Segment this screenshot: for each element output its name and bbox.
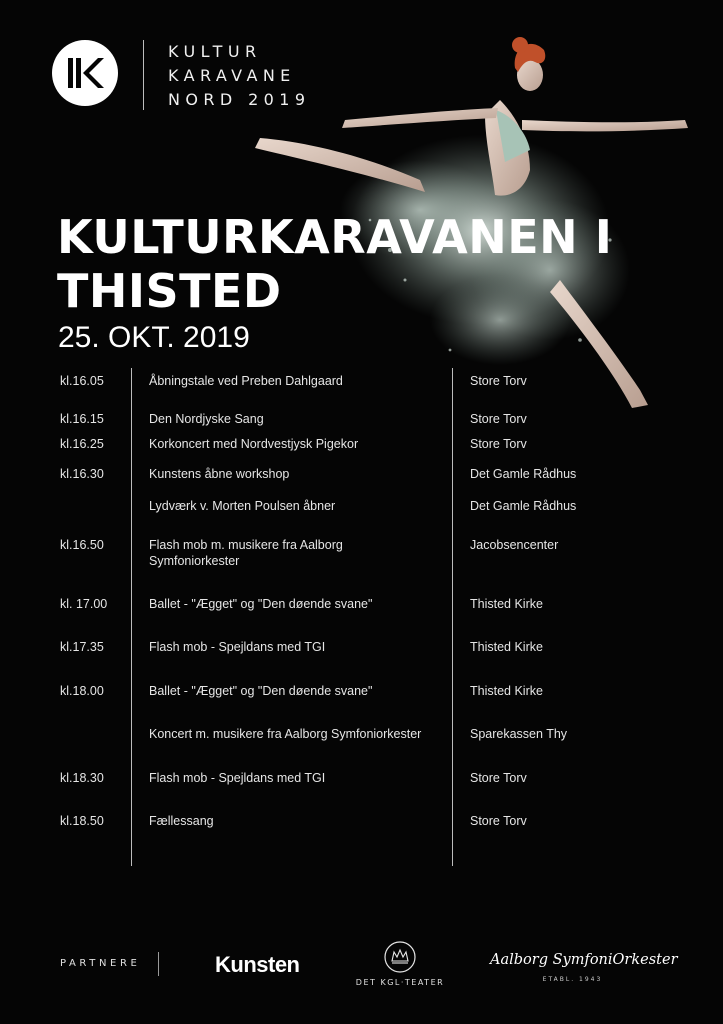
schedule-time: kl.16.25 [60,437,104,451]
schedule-event: Fællessang [149,814,214,828]
schedule-event: Ballet - "Ægget" og "Den døende svane" [149,684,373,698]
schedule-venue: Jacobsencenter [470,538,559,552]
schedule-event: Flash mob - Spejldans med TGI [149,771,326,785]
schedule-event: Flash mob - Spejldans med TGI [149,640,326,654]
schedule-event: Kunstens åbne workshop [149,467,290,481]
schedule-event: Lydværk v. Morten Poulsen åbner [149,499,336,513]
kgl-teater-wordmark: DET KGL·TEATER [355,978,445,987]
schedule-event: Åbningstale ved Preben Dahlgaard [149,374,343,388]
schedule-event: Flash mob m. musikere fra Aalborg Symfoniorkester [149,538,343,568]
schedule-time: kl.18.30 [60,771,104,785]
schedule-venue: Store Torv [470,374,527,388]
kunsten-wordmark: Kunsten [215,952,300,977]
schedule-time: kl.16.50 [60,538,104,552]
crown-icon [383,940,417,974]
schedule-venue: Det Gamle Rådhus [470,467,577,481]
aalborg-symfoniorkester-wordmark: Aalborg SymfoniOrkester [490,952,678,968]
schedule-time: kl.16.30 [60,467,104,481]
schedule-time: kl.18.50 [60,814,104,828]
schedule-event: Korkoncert med Nordvestjysk Pigekor [149,437,359,451]
schedule-time: kl.18.00 [60,684,104,698]
schedule-venue: Det Gamle Rådhus [470,499,577,513]
schedule-event: Ballet - "Ægget" og "Den døende svane" [149,597,373,611]
header-divider [143,40,144,110]
brand-line-2: KARAVANE [168,66,296,85]
schedule-venue: Thisted Kirke [470,597,543,611]
schedule-venue: Sparekassen Thy [470,727,568,741]
page-title-line-1: KULTURKARAVANEN I [57,210,613,264]
schedule-venue: Thisted Kirke [470,684,543,698]
schedule-venue: Store Torv [470,437,527,451]
schedule-event: Koncert m. musikere fra Aalborg Symfoniorkester [149,727,422,741]
page-title-line-2: THISTED [57,264,282,318]
schedule-divider-left [131,368,132,866]
schedule-venue: Store Torv [470,814,527,828]
schedule-time: kl. 17.00 [60,597,108,611]
event-date: 25. OKT. 2019 [58,321,250,354]
kk-monogram-icon [65,56,105,90]
partners-label: PARTNERE [60,958,141,969]
schedule-time: kl.17.35 [60,640,104,654]
brand-line-3: NORD 2019 [168,90,311,109]
footer-divider [158,952,159,976]
aalborg-symfoniorkester-established: ETABL. 1943 [542,976,603,983]
schedule-venue: Store Torv [470,771,527,785]
schedule-time: kl.16.15 [60,412,104,426]
schedule-divider-right [452,368,453,866]
logo [52,40,118,106]
schedule-event: Den Nordjyske Sang [149,412,264,426]
brand-line-1: KULTUR [168,42,262,61]
schedule-venue: Thisted Kirke [470,640,543,654]
schedule-venue: Store Torv [470,412,527,426]
schedule-time: kl.16.05 [60,374,104,388]
